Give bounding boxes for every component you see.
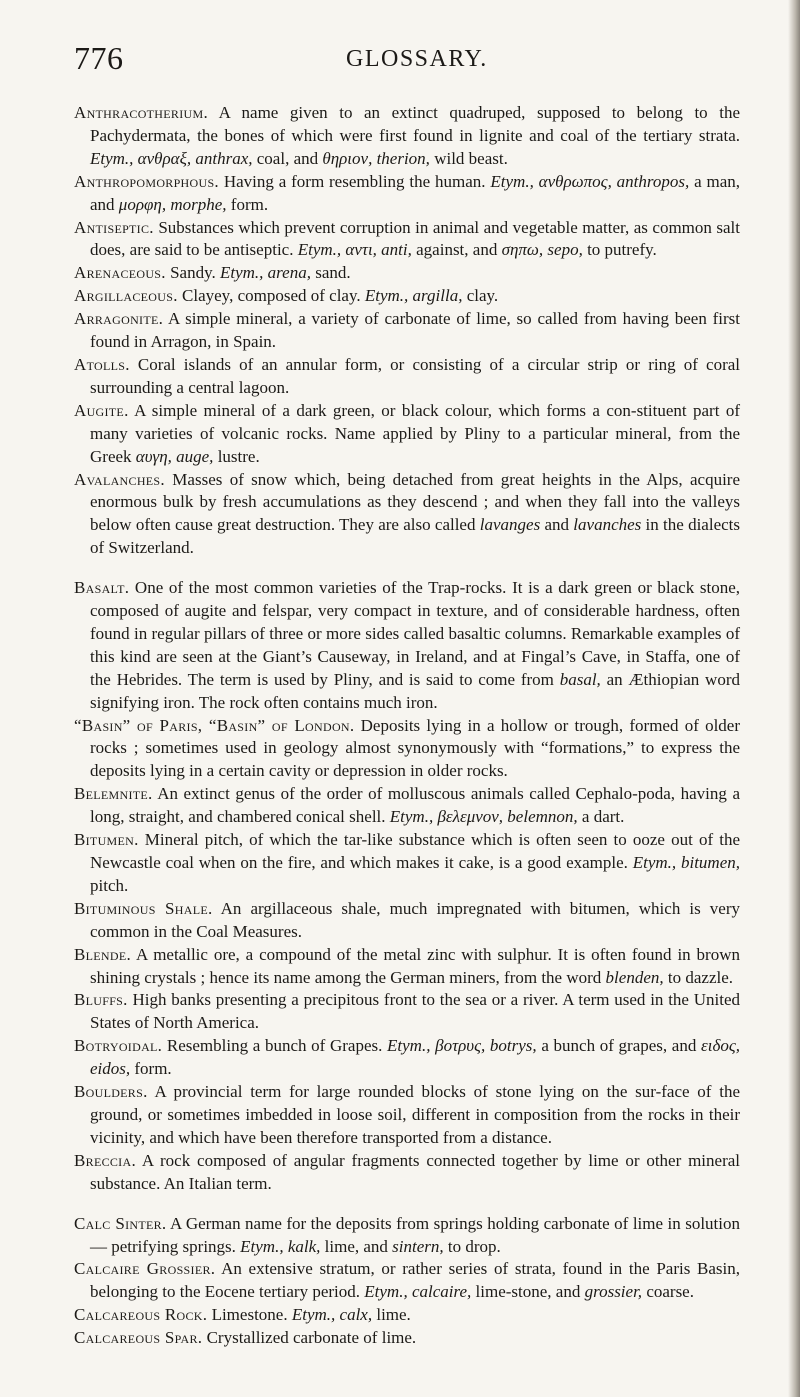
entry-etymology: Etym., βοτρυς, botrys, xyxy=(387,1036,537,1056)
entry-text: lime. xyxy=(372,1305,411,1325)
page-header xyxy=(74,40,734,80)
entry-text: Deposits lying in a hollow or trough, formed of older rocks ; sometimes used in geology almost synonymously with “formations,” to express the deposits lying in a certain cavity or depression in older rocks. xyxy=(90,715,741,781)
entry-text: Resembling a bunch of Grapes. xyxy=(166,1036,388,1056)
entry-text: lime, and xyxy=(320,1236,393,1256)
glossary-entry xyxy=(74,1081,740,1150)
entry-headword: Breccia. xyxy=(74,1150,136,1170)
entry-text: sand. xyxy=(310,263,351,283)
glossary-entry xyxy=(74,400,740,469)
entry-etymology: Etym., calcaire, xyxy=(364,1282,472,1302)
glossary-entry xyxy=(74,577,740,714)
entry-etymology: Etym., arena, xyxy=(220,263,311,283)
entry-etymology: σηπω, sepo, xyxy=(501,240,583,260)
entry-etymology: Etym., calx, xyxy=(291,1305,373,1325)
entry-headword: Antiseptic. xyxy=(74,217,154,237)
entry-headword: Bituminous Shale. xyxy=(74,898,213,918)
entry-etymology: grossier, xyxy=(584,1282,643,1302)
page-number: 776 xyxy=(74,40,124,76)
glossary-entry xyxy=(74,898,740,944)
entry-etymology: blenden, xyxy=(605,967,664,987)
entry-headword: “Basin” of Paris, “Basin” of London. xyxy=(74,715,355,735)
entry-text: Limestone. xyxy=(211,1305,292,1325)
entry-text: A simple mineral, a variety of carbonate of lime, so called from having been first found in Arragon, in Spain. xyxy=(90,309,740,352)
entry-text: a man, and xyxy=(90,171,740,214)
glossary-body xyxy=(74,102,740,1350)
glossary-entry xyxy=(74,308,740,354)
entry-text: One of the most common varieties of the Trap-rocks. It is a dark green or black stone, composed of augite and felspar, very compact in texture, and of considerable hardness, often found in regular pillars of three or more sides called basaltic columns. Remarkable examples of this kind are seen at the Giant’s Causeway, in Ireland, and at Fingal’s Cave, in Staffa, one of the Hebrides. The term is used by Pliny, and is said to come from xyxy=(90,578,740,689)
running-head: GLOSSARY. xyxy=(346,46,488,72)
entry-headword: Anthropomorphous. xyxy=(74,171,219,191)
entry-text: An extensive stratum, or rather series of strata, found in the Paris Basin, belonging to the Eocene tertiary period. xyxy=(90,1259,741,1302)
entry-headword: Calcareous Spar. xyxy=(74,1328,203,1348)
entry-text: in the dialects of Switzerland. xyxy=(90,515,741,558)
entry-headword: Bitumen. xyxy=(74,830,139,850)
entry-text: An extinct genus of the order of molluscous animals called Cephalo-poda, having a long, straight, and chambered conical shell. xyxy=(90,784,740,827)
entry-etymology: Etym., ανθραξ, anthrax, xyxy=(90,148,253,168)
entry-headword: Boulders. xyxy=(74,1082,148,1102)
entry-headword: Avalanches. xyxy=(74,469,165,489)
entry-etymology: μορφη, morphe, xyxy=(118,194,227,214)
entry-headword: Calcareous Rock. xyxy=(74,1305,208,1325)
entry-text: Coral islands of an annular form, or consisting of a circular strip or ring of coral surrounding a central lagoon. xyxy=(90,354,741,397)
page-edge xyxy=(788,0,800,1397)
entry-text: a dart. xyxy=(577,807,625,827)
entry-etymology: Etym., αντι, anti, xyxy=(297,240,412,260)
entry-headword: Bluffs. xyxy=(74,990,128,1010)
entry-text: to putrefy. xyxy=(582,240,657,260)
entry-headword: Belemnite. xyxy=(74,784,153,804)
glossary-entry xyxy=(74,217,740,263)
entry-text: form. xyxy=(226,194,269,214)
entry-headword: Arenaceous. xyxy=(74,263,166,283)
glossary-entry xyxy=(74,171,740,217)
entry-text: An argillaceous shale, much impregnated with bitumen, which is very common in the Coal Measures. xyxy=(90,898,740,941)
entry-etymology: ειδος, eidos, xyxy=(90,1036,740,1079)
glossary-entry xyxy=(74,829,740,898)
glossary-entry xyxy=(74,262,740,285)
entry-etymology: Etym., ανθρωπος, anthropos, xyxy=(490,171,690,191)
entry-text: coarse. xyxy=(642,1282,694,1302)
glossary-entry xyxy=(74,469,740,561)
entry-text: wild beast. xyxy=(429,148,508,168)
entry-text: lustre. xyxy=(213,446,260,466)
glossary-entry xyxy=(74,715,740,784)
entry-etymology: Etym., kalk, xyxy=(240,1236,321,1256)
entry-text: pitch. xyxy=(90,875,129,895)
glossary-entry xyxy=(74,1304,740,1327)
entry-text: clay. xyxy=(462,286,499,306)
glossary-entry xyxy=(74,783,740,829)
entry-headword: Botryoidal. xyxy=(74,1036,163,1056)
entry-text: Crystallized carbonate of lime. xyxy=(206,1328,417,1348)
glossary-entry xyxy=(74,1213,740,1259)
entry-headword: Arragonite. xyxy=(74,309,164,329)
entry-etymology: Etym., bitumen, xyxy=(632,853,740,872)
entry-headword: Atolls. xyxy=(74,354,130,374)
entry-etymology: lavanches xyxy=(573,515,642,535)
entry-etymology: Etym., argilla, xyxy=(364,286,463,306)
entry-text: A German name for the deposits from springs holding carbonate of lime in solution — petrifying springs. xyxy=(90,1213,740,1256)
entry-text: coal, and xyxy=(252,148,323,168)
entry-etymology: αυγη, auge, xyxy=(135,446,214,466)
entry-text: a bunch of grapes, and xyxy=(536,1036,702,1056)
entry-text: an Æthiopian word signifying iron. The rock often contains much iron. xyxy=(90,669,740,712)
glossary-entry xyxy=(74,1035,740,1081)
entry-text: and xyxy=(540,515,574,535)
entry-text: Substances which prevent corruption in animal and vegetable matter, as common salt does, are said to be antiseptic. xyxy=(90,217,741,260)
entry-text: Clayey, composed of clay. xyxy=(182,286,365,306)
entry-text: to dazzle. xyxy=(663,967,734,987)
entry-headword: Argillaceous. xyxy=(74,286,178,306)
glossary-entry xyxy=(74,285,740,308)
glossary-entry xyxy=(74,1150,740,1196)
entry-text: form. xyxy=(130,1059,172,1079)
glossary-entry xyxy=(74,989,740,1035)
entry-text: High banks presenting a precipitous front to the sea or a river. A term used in the United States of North America. xyxy=(90,990,741,1033)
entry-etymology: basal, xyxy=(559,669,601,689)
entry-text: A metallic ore, a compound of the metal zinc with sulphur. It is often found in brown shining crystals ; hence its name among the German miners, from the word xyxy=(90,944,740,987)
entry-etymology: lavanges xyxy=(479,515,541,535)
entry-text: to drop. xyxy=(443,1236,501,1256)
glossary-entry xyxy=(74,944,740,990)
entry-text: against, and xyxy=(411,240,502,260)
entry-text: Having a form resembling the human. xyxy=(223,171,491,191)
entry-etymology: Etym., βελεμνον, belemnon, xyxy=(389,807,578,827)
glossary-entry xyxy=(74,354,740,400)
glossary-entry xyxy=(74,1258,740,1304)
entry-text: lime-stone, and xyxy=(471,1282,585,1302)
entry-headword: Augite. xyxy=(74,400,129,420)
glossary-entry xyxy=(74,102,740,171)
entry-text: Masses of snow which, being detached from great heights in the Alps, acquire enormous bulk by fresh accumulations as they descend ; and when they fall into the valleys below often cause great destruction. They are also called xyxy=(90,469,740,535)
entry-text: A provincial term for large rounded blocks of stone lying on the sur-face of the ground, or sometimes imbedded in loose soil, different in composition from the rocks in their vicinity, and which have been therefore transported from a distance. xyxy=(90,1082,740,1147)
glossary-entry xyxy=(74,1327,740,1350)
entry-text: A simple mineral of a dark green, or black colour, which forms a con-stituent part of many varieties of volcanic rocks. Name applied by Pliny to a particular mineral, from the Greek xyxy=(90,400,740,466)
entry-headword: Basalt. xyxy=(74,578,130,598)
entry-text: Sandy. xyxy=(170,263,220,283)
entry-text: A name given to an extinct quadruped, supposed to belong to the Pachydermata, the bones of which were first found in lignite and coal of the tertiary strata. xyxy=(90,103,740,145)
entry-text: A rock composed of angular fragments connected together by lime or other mineral substance. An Italian term. xyxy=(90,1150,740,1193)
entry-etymology: θηριον, therion, xyxy=(322,148,430,168)
entry-etymology: sintern, xyxy=(392,1236,444,1256)
entry-headword: Calcaire Grossier. xyxy=(74,1259,216,1279)
entry-headword: Blende. xyxy=(74,944,132,964)
entry-headword: Calc Sinter. xyxy=(74,1213,167,1233)
entry-text: Mineral pitch, of which the tar-like substance which is often seen to ooze out of the Newcastle coal when on the fire, and which makes it cake, is a good example. xyxy=(90,830,740,872)
entry-headword: Anthracotherium. xyxy=(74,103,208,122)
